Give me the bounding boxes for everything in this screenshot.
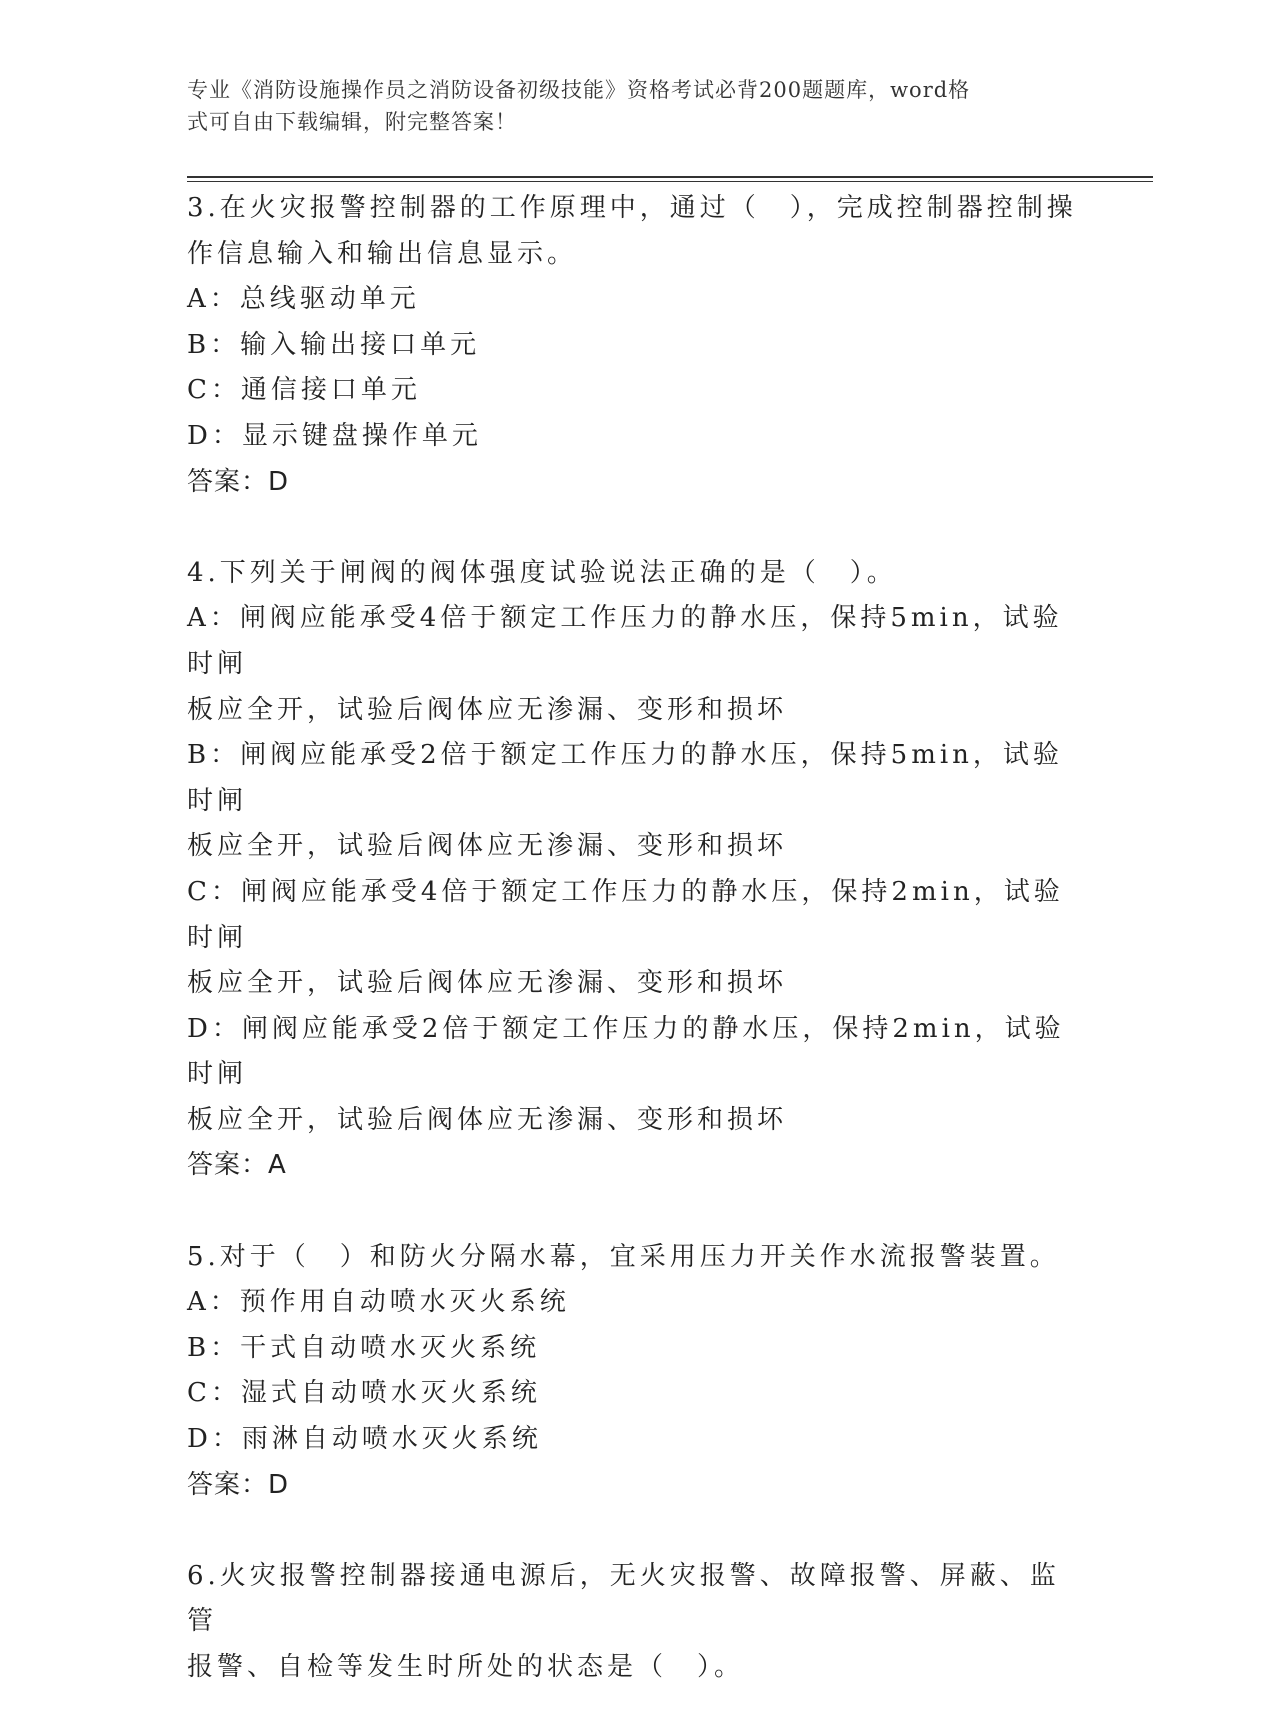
option-c: C：通信接口单元 (187, 375, 421, 406)
answer-line: 答案：D (187, 466, 290, 497)
header-line-1: 专业《消防设施操作员之消防设备初级技能》资格考试必背200题题库，word格 (187, 78, 971, 102)
option-d-continued: 板应全开，试验后阀体应无渗漏、变形和损坏 (187, 1104, 788, 1135)
header-divider-thick (187, 176, 1153, 178)
question-stem-line: 6.火灾报警控制器接通电源后，无火灾报警、故障报警、屏蔽、监管 (187, 1560, 1060, 1637)
option-b: B：干式自动喷水灭火系统 (187, 1332, 541, 1363)
question-5 (187, 1235, 1087, 1509)
option-c: C：闸阀应能承受4倍于额定工作压力的静水压，保持2min，试验时闸 (187, 876, 1064, 953)
header-line-2: 式可自由下载编辑，附完整答案！ (187, 110, 517, 134)
option-d: D：闸阀应能承受2倍于额定工作压力的静水压，保持2min，试验时闸 (187, 1013, 1065, 1090)
option-d: D：显示键盘操作单元 (187, 420, 482, 451)
question-4 (187, 551, 1087, 1189)
option-b: B：输入输出接口单元 (187, 329, 481, 360)
question-stem-line: 报警、自检等发生时所处的状态是（ ）。 (187, 1652, 745, 1682)
option-a: A：预作用自动喷水灭火系统 (187, 1287, 570, 1318)
option-a-continued: 板应全开，试验后阀体应无渗漏、变形和损坏 (187, 694, 788, 725)
question-stem-line: 4.下列关于闸阀的阀体强度试验说法正确的是（ ）。 (187, 557, 897, 588)
question-6 (187, 1554, 1087, 1691)
question-stem-line: 作信息输入和输出信息显示。 (187, 238, 578, 269)
option-a: A：总线驱动单元 (187, 284, 420, 315)
option-a: A：闸阀应能承受4倍于额定工作压力的静水压，保持5min，试验时闸 (187, 603, 1063, 679)
option-d: D：雨淋自动喷水灭火系统 (187, 1424, 542, 1455)
document-header (187, 74, 1067, 138)
option-c-continued: 板应全开，试验后阀体应无渗漏、变形和损坏 (187, 968, 788, 999)
header-divider-thin (187, 181, 1153, 182)
question-stem-line: 3.在火灾报警控制器的工作原理中，通过（ ），完成控制器控制操 (187, 193, 1077, 223)
question-3 (187, 186, 1087, 505)
option-b-continued: 板应全开，试验后阀体应无渗漏、变形和损坏 (187, 831, 788, 862)
option-c: C：湿式自动喷水灭火系统 (187, 1378, 541, 1409)
option-b: B：闸阀应能承受2倍于额定工作压力的静水压，保持5min，试验时闸 (187, 740, 1063, 816)
question-stem-line: 5.对于（ ）和防火分隔水幕，宜采用压力开关作水流报警装置。 (187, 1241, 1060, 1272)
question-list (187, 186, 1087, 1736)
answer-line: 答案：D (187, 1469, 290, 1500)
answer-line: 答案：A (187, 1150, 287, 1181)
